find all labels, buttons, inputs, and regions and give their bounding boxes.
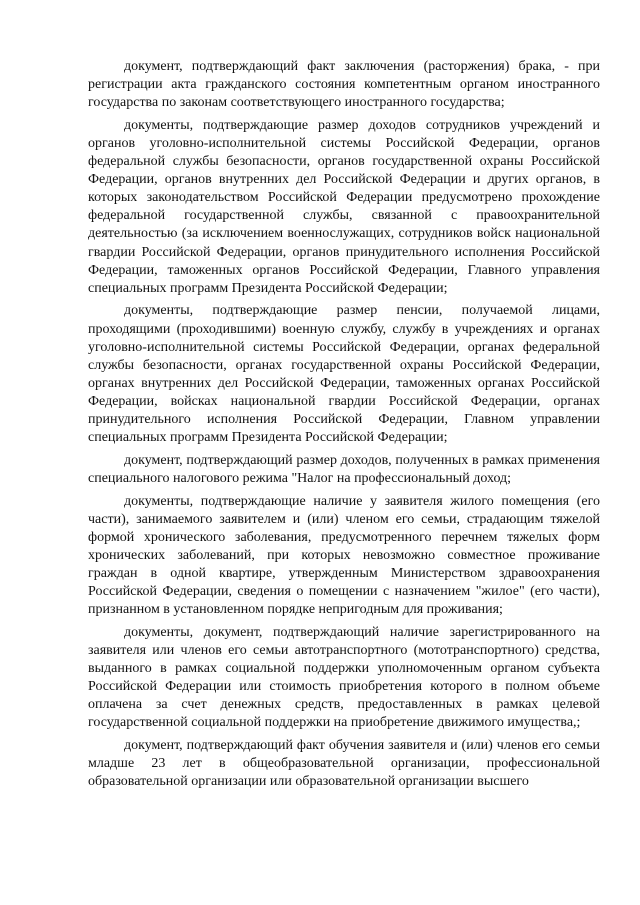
document-page [88, 58, 600, 796]
paragraph-vehicle-documents: документы, документ, подтверждающий наличие зарегистрированного на заявителя или членов его семьи автотранспортного (мототранспортного) средства, выданного в рамках социальной поддержки уполномоченным органом субъекта Российской Федерации или стоимость приобретения которого в полном объеме оплачена за счет денежных средств, предоставленных в рамках целевой государственной социальной поддержки на приобретение движимого имущества,; [88, 624, 600, 731]
paragraph-pension-documents: документы, подтверждающие размер пенсии, получаемой лицами, проходящими (проходившими) военную службу, службу в учреждениях и органах уголовно-исполнительной системы Российской Федерации, органах федеральной службы безопасности, органах государственной охраны Российской Федерации, органах внутренних дел Российской Федерации, таможенных органах Российской Федерации, войсках национальной гвардии Российской Федерации, органах принудительного исполнения Российской Федерации, Главном управлении специальных программ Президента Российской Федерации; [88, 303, 600, 446]
paragraph-housing-documents: документы, подтверждающие наличие у заявителя жилого помещения (его части), занимаемого заявителем и (или) членом его семьи, страдающим тяжелой формой хронического заболевания, предусмотренного перечнем тяжелых форм хронических заболеваний, при которых невозможно совместное проживание граждан в одной квартире, утвержденным Министерством здравоохранения Российской Федерации, сведения о помещении с назначением "жилое" (его части), признанном в установленном порядке непригодным для проживания; [88, 493, 600, 618]
paragraph-income-law-enforcement: документы, подтверждающие размер доходов сотрудников учреждений и органов уголовно-исполнительной системы Российской Федерации, органов федеральной службы безопасности, органов государственной охраны Российской Федерации, органов внутренних дел Российской Федерации и других органов, в которых законодательством Российской Федерации предусмотрено прохождение федеральной государственной службы, связанной с правоохранительной деятельностью (за исключением военнослужащих, сотрудников войск национальной гвардии Российской Федерации, органов принудительного исполнения Российской Федерации, таможенных органов Российской Федерации, Главного управления специальных программ Президента Российской Федерации; [88, 117, 600, 296]
paragraph-professional-income-tax: документ, подтверждающий размер доходов, полученных в рамках применения специального налогового режима "Налог на профессиональный доход; [88, 452, 600, 486]
paragraph-marriage-document: документ, подтверждающий факт заключения (расторжения) брака, - при регистрации акта гражданского состояния компетентным органом иностранного государства по законам соответствующего иностранного государства; [88, 59, 600, 111]
paragraph-education-documents: документ, подтверждающий факт обучения заявителя и (или) членов его семьи младше 23 лет в общеобразовательной организации, профессиональной образовательной организации или образовательной организации высшего [88, 737, 600, 790]
